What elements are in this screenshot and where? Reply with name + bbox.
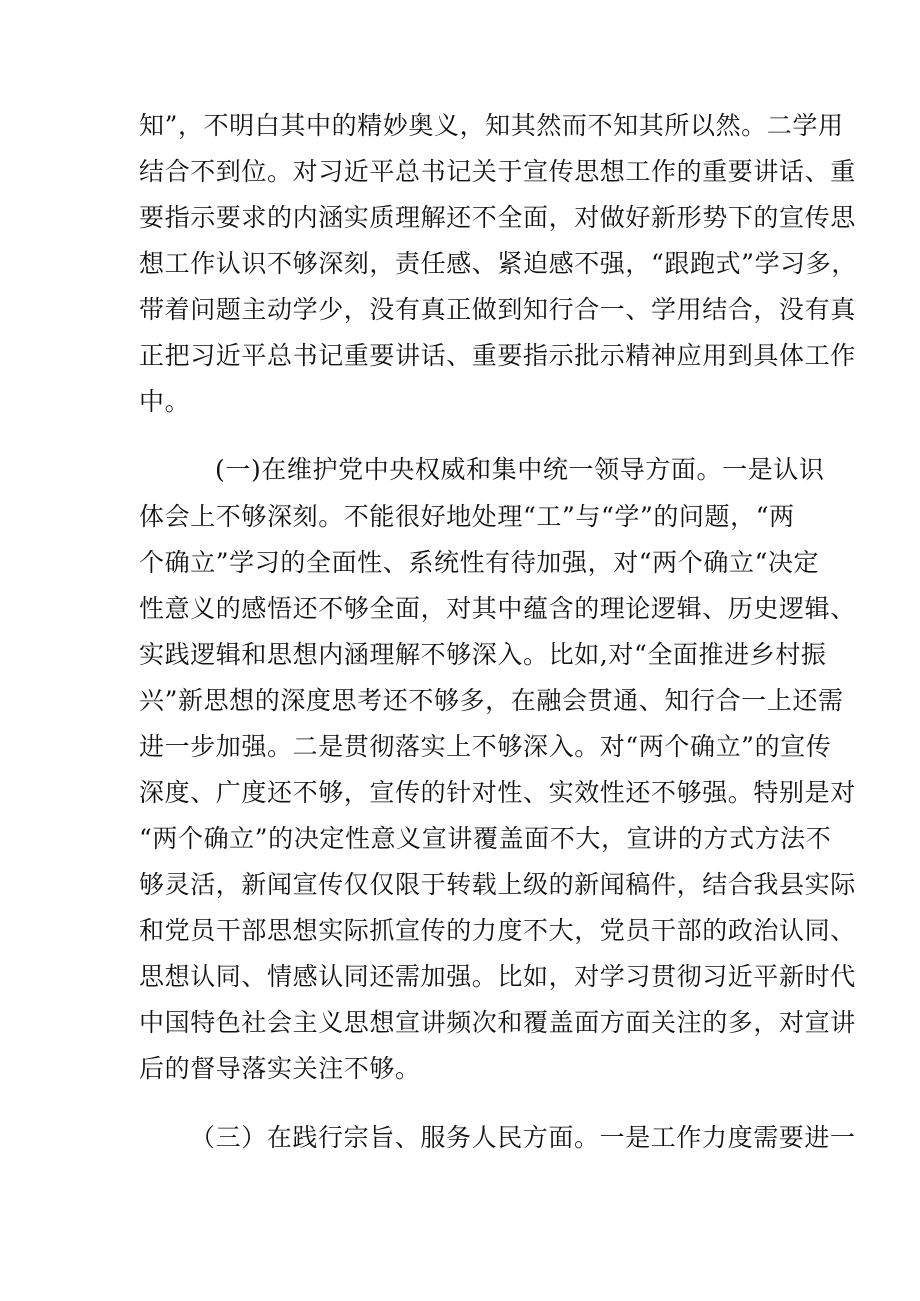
text-line: 要指示要求的内涵实质理解还不全面，对做好新形势下的宣传思 xyxy=(139,203,856,232)
text-line: 中。 xyxy=(139,387,191,416)
text-line: 正把习近平总书记重要讲话、重要指示批示精神应用到具体工作 xyxy=(139,341,856,370)
text-line: 进一步加强。二是贯彻落实上不够深入。对“两个确立”的宣传 xyxy=(139,732,832,761)
text-line: 知”，不明白其中的精妙奥义，知其然而不知其所以然。二学用 xyxy=(139,111,844,140)
text-line: 带着问题主动学少，没有真正做到知行合一、学用结合，没有真 xyxy=(139,295,856,324)
text-line: “两个确立”的决定性意义宣讲覆盖面不大，宣讲的方式方法不 xyxy=(139,824,832,853)
text-line: 够灵活，新闻宣传仅仅限于转载上级的新闻稿件，结合我县实际 xyxy=(139,870,856,899)
text-line: 思想认同、情感认同还需加强。比如，对学习贯彻习近平新时代 xyxy=(139,962,856,991)
text-line: 深度、广度还不够，宣传的针对性、实效性还不够强。特别是对 xyxy=(139,778,856,807)
text-line: 想工作认识不够深刻，责任感、紧迫感不强，“跟跑式”学习多， xyxy=(139,249,857,278)
text-line: 结合不到位。对习近平总书记关于宣传思想工作的重要讲话、重 xyxy=(139,157,856,186)
text-line: 个确立”学习的全面性、系统性有待加强，对“两个确立“决定 xyxy=(139,548,820,577)
text-line: 性意义的感悟还不够全面，对其中蕴含的理论逻辑、历史逻辑、 xyxy=(139,594,856,623)
text-line: 实践逻辑和思想内涵理解不够深入。比如,对“全面推进乡村振 xyxy=(139,640,827,669)
text-line: 中国特色社会主义思想宣讲频次和覆盖面方面关注的多，对宣讲 xyxy=(139,1008,856,1037)
text-line: 和党员干部思想实际抓宣传的力度不大，党员干部的政治认同、 xyxy=(139,916,856,945)
text-line: 体会上不够深刻。不能很好地处理“工”与“学”的问题，“两 xyxy=(139,502,795,531)
section-heading-line: （三）在践行宗旨、服务人民方面。一是工作力度需要进一 xyxy=(190,1123,856,1152)
text-line: 兴”新思想的深度思考还不够多，在融会贯通、知行合一上还需 xyxy=(139,686,844,715)
text-line: 后的督导落实关注不够。 xyxy=(139,1054,421,1083)
section-heading-line: (一)在维护党中央权威和集中统一领导方面。一是认识 xyxy=(215,455,825,484)
